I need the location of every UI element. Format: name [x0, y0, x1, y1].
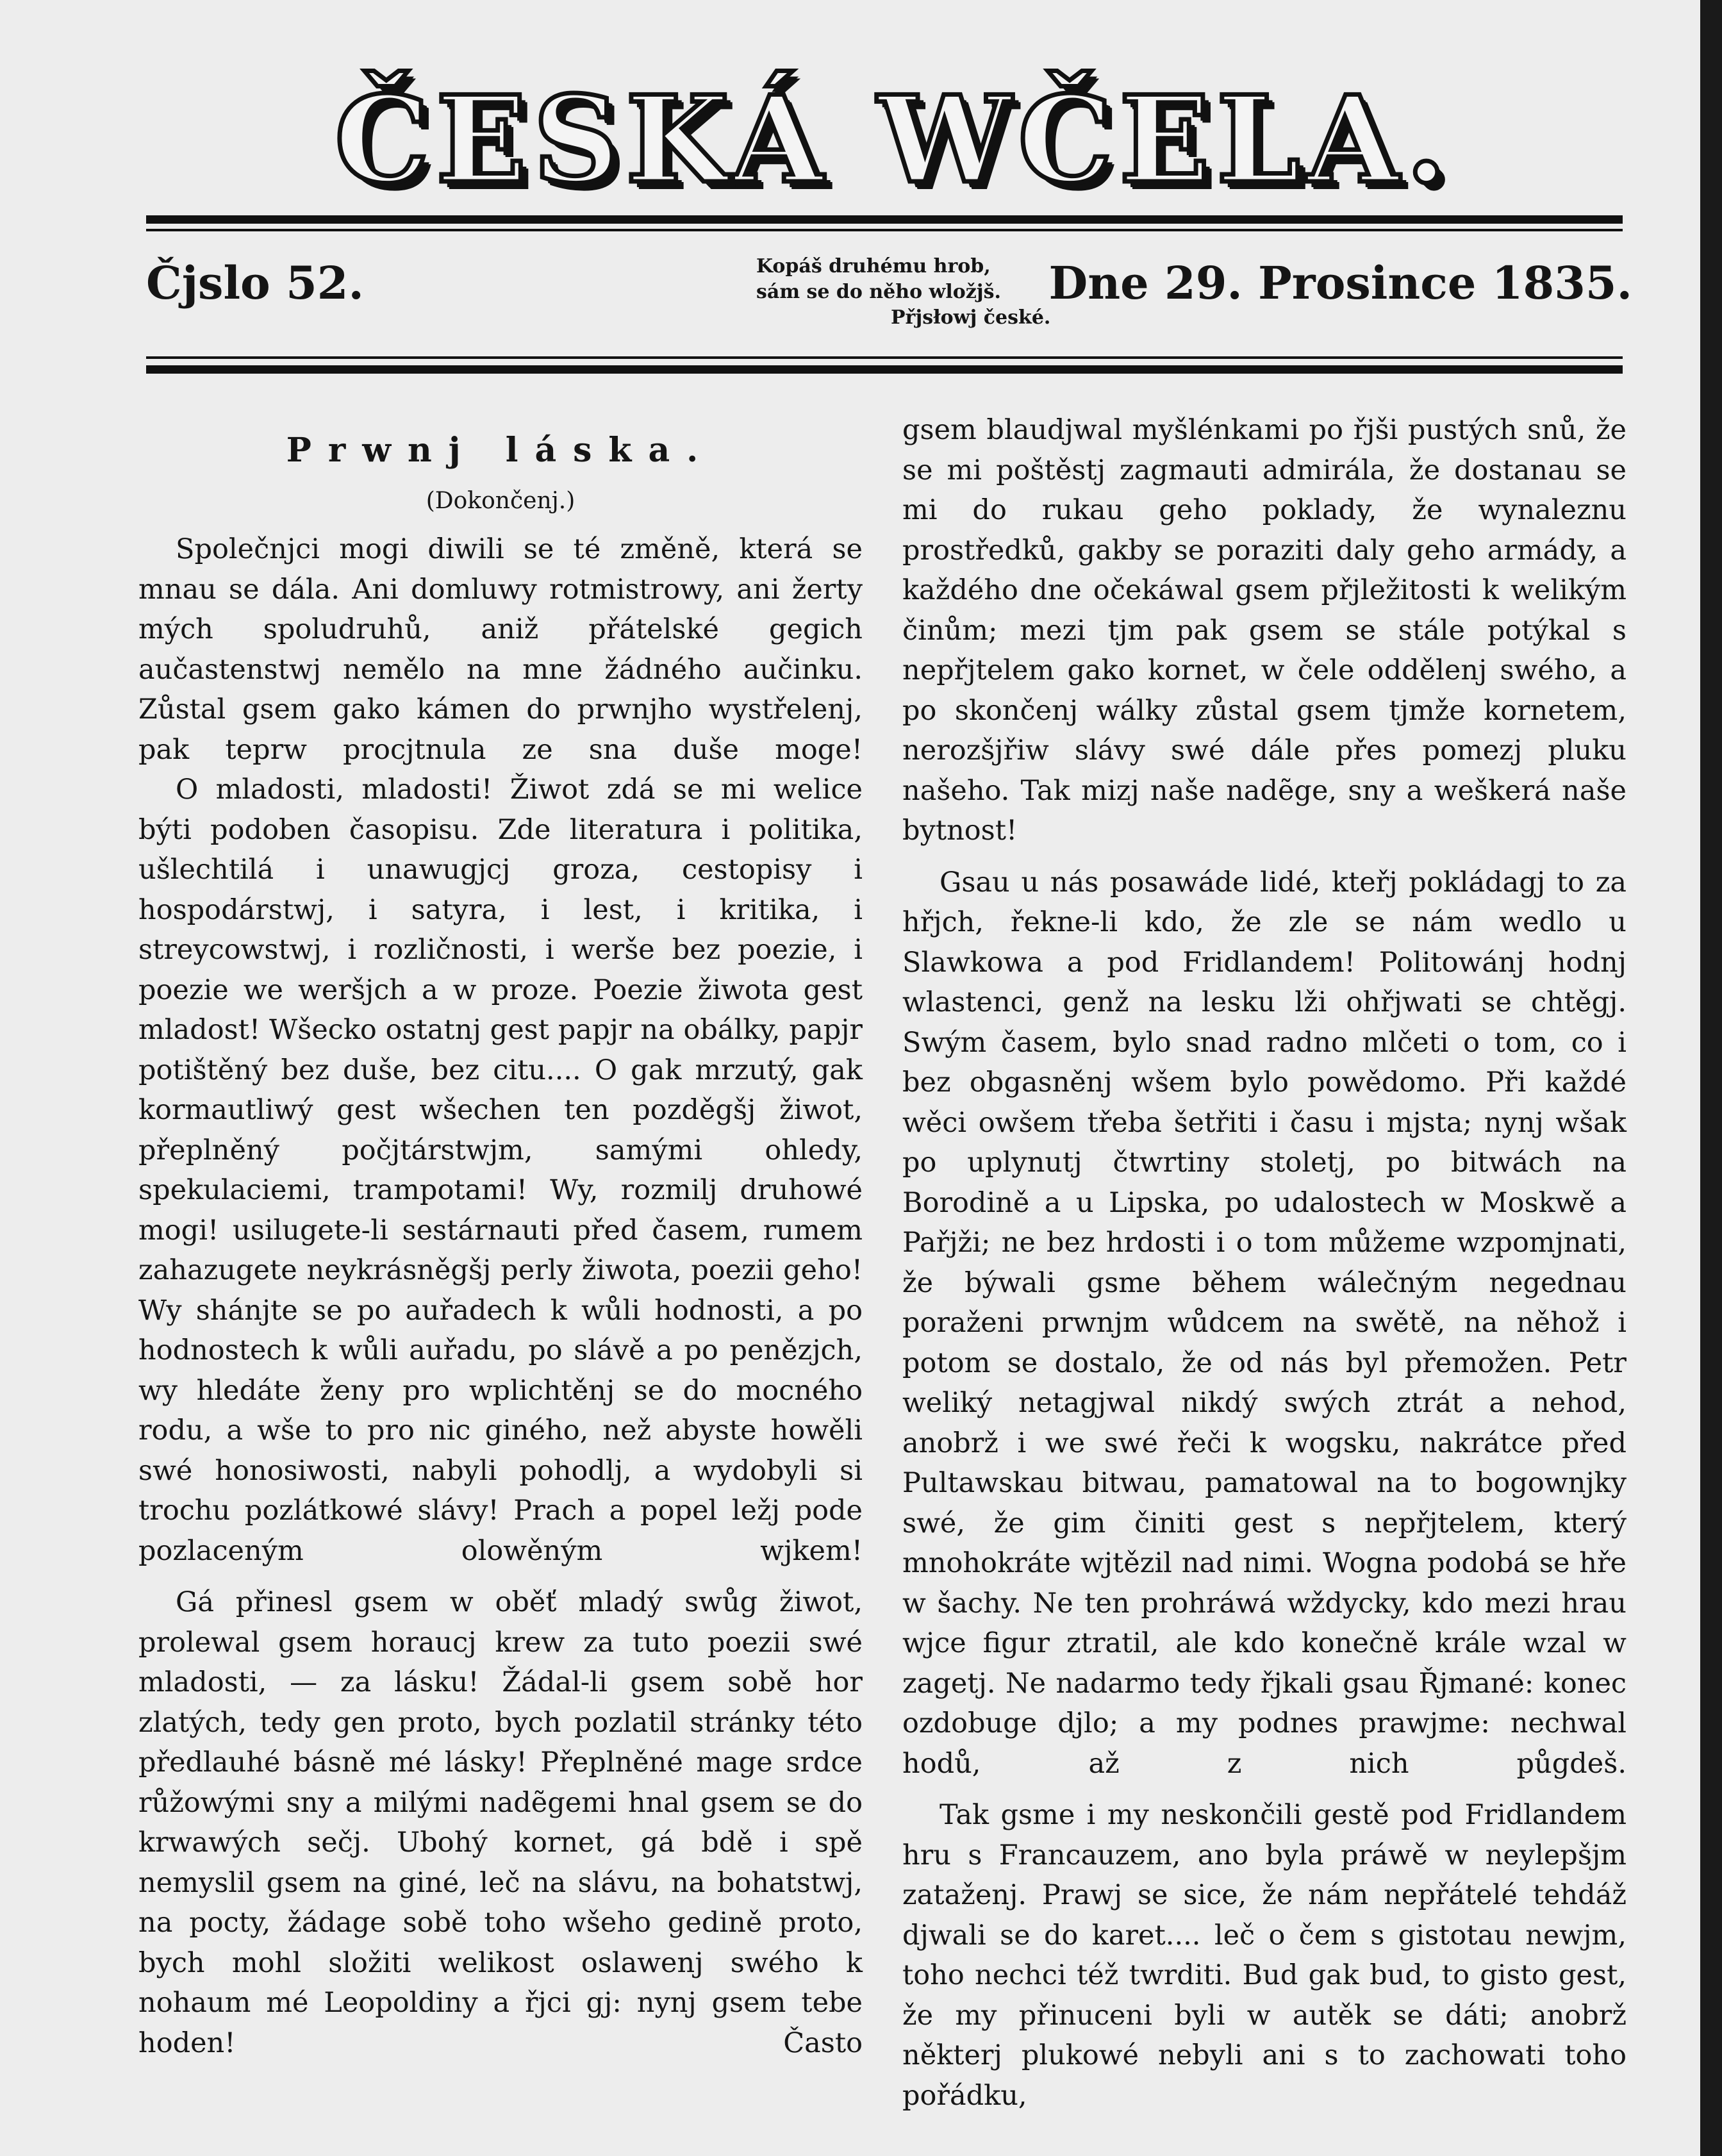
header-rule-thick-top [146, 215, 1623, 224]
right-column [902, 410, 1627, 2116]
article-subtitle: (Dokončenj.) [426, 488, 575, 514]
scan-edge [1700, 0, 1722, 2156]
masthead-title: ČESKÁ WČELA. [335, 69, 1453, 210]
article-title: Prwnj láska. [286, 431, 715, 470]
motto-line-1: Kopáš druhému hrob, [756, 255, 991, 278]
header-rule-thin-bottom [146, 356, 1623, 359]
motto-source: Přjsłowj české. [891, 306, 1051, 329]
paragraph: O mladosti, mladosti! Žiwot zdá se mi welice býti podoben časopisu. Zde literatura i politika, ušlechtilá i unawugjcj groza, cestopisy i hospodárstwj, i satyra, i lest, i kritika, i streycowstwj, i rozličnosti, i werše bez poezie, i poezie we weršjch a w proze. Poezie žiwota gest mladost! Wšecko ostatnj gest papjr na obálky, papjr potištěný bez duše, bez citu.... O gak mrzutý, gak kormautliwý gest wšechen ten pozděgšj žiwot, přeplněný počjtárstwjm, samými ohledy, spekulaciemi, trampotami! Wy, rozmilj druhowé mogi! usilugete-li sestárnauti před časem, rumem zahazugete neykrásněgšj perly žiwota, poezii geho! Wy shánjte se po auřadech k wůli hodnosti, a po hodnostech k wůli auřadu, po slávě a po penězjch, wy hledáte ženy pro wplichtěnj se do mocného rodu, a wše to pro nic giného, než abyste howěli swé honosiwosti, nabyli pohodlj, a wydobyli si trochu pozlátkowé slávy! Prach a popel ležj pode pozlaceným olowěným wjkem! [138, 774, 863, 1567]
paragraph: Gá přinesl gsem w oběť mladý swůg žiwot, prolewal gsem horaucj krew za tuto poezii swé mladosti, — za lásku! Žádal-li gsem sobě hor zlatých, tedy gen proto, bych pozlatil stránky této předlauhé básně mé lásky! Přeplněné mage srdce růžowými sny a milými nadẽgemi hnal gsem se do krwawých sečj. Ubohý kornet, gá bdě i spě nemyslil gsem na giné, leč na slávu, na bohatstwj, na pocty, žádage sobě toho wšeho gedině proto, bych mohl složiti welikost oslawenj swého k nohaum mé Leopoldiny a řjci gj: nynj gsem tebe hoden! Často [138, 1586, 863, 2059]
paragraph: Tak gsme i my neskončili gestě pod Fridlandem hru s Francauzem, ano byla práwě w neylepšjm zataženj. Prawj se sice, že nám nepřátelé tehdáž djwali se do karet.... leč o čem s gistotau newjm, toho nechci též twrditi. Bud gak bud, to gisto gest, že my přinuceni byli w autěk se dáti; anobrž některj plukowé nebyli ani s to zachowati toho pořádku, [902, 1799, 1627, 2112]
header-rule-thin-top [146, 229, 1623, 231]
header-rule-thick-bottom [146, 365, 1623, 374]
paragraph: Gsau u nás posawáde lidé, kteřj pokládagj to za hřjch, řekne-li kdo, že zle se nám wedlo u Slawkowa a pod Fridlandem! Politowánj hodnj wlastenci, genž na lesku lži ohřjwati se chtěgj. Swým časem, bylo snad radno mlčeti o tom, co i bez obgasněnj wšem bylo powědomo. Při každé wěci owšem třeba šetřiti i času i mjsta; nynj wšak po uplynutj čtwrtiny stoletj, po bitwách na Borodině a u Lipska, po udalostech w Moskwě a Pařjži; ne bez hrdosti i o tom můžeme wzpomjnati, že býwali gsme během wálečným negednau poraženi prwnjm wůdcem na swětě, na něhož i potom se dostalo, že od nás byl přemožen. Petr weliký netagjwal nikdý swých ztrát a nehod, anobrž i we swé řeči k wogsku, nakrátce před Pultawskau bitwau, pamatowal na to bogownjky swé, že gim činiti gest s nepřjtelem, který mnohokráte wjtězil nad nimi. Wogna podobá se hře w šachy. Ne ten prohráwá wždycky, kdo mezi hrau wjce figur ztratil, ale kdo konečně krále wzal w zagetj. Ne nadarmo tedy řjkali gsau Řjmané: konec ozdobuge djlo; a my podnes prawjme: nechwal hodů, až z nich půgdeš. [902, 866, 1627, 1780]
issue-number: Čjslo 52. [146, 256, 364, 310]
issue-date: Dne 29. Prosince 1835. [1048, 256, 1632, 310]
left-column [138, 410, 863, 2063]
paragraph: gsem blaudjwal myšlénkami po řjši pustých snů, že se mi poštěstj zagmauti admirála, že dostanau se mi do rukau geho poklady, že wynaleznu prostředků, gakby se poraziti daly geho armády, a každého dne očekáwal gsem přjležitosti k welikým činům; mezi tjm pak gsem se stále potýkal s nepřjtelem gako kornet, w čele oddělenj swého, a po skončenj wálky zůstal gsem tjmže kornetem, nerozšjřiw slávy swé dále přes pomezj pluku našeho. Tak mizj naše nadẽge, sny a weškerá naše bytnost! [902, 414, 1627, 847]
motto [756, 254, 1089, 331]
paragraph: Společnjci mogi diwili se té změně, která se mnau se dála. Ani domluwy rotmistrowy, ani žerty mých spoludruhů, aniž přátelské gegich aučastenstwj nemělo na mne žádného aučinku. Zůstal gsem gako kámen do prwnjho wystřelenj, pak teprw procjtnula ze sna duše moge! [138, 533, 863, 766]
motto-line-2: sám se do něho wložjš. [756, 281, 1001, 303]
